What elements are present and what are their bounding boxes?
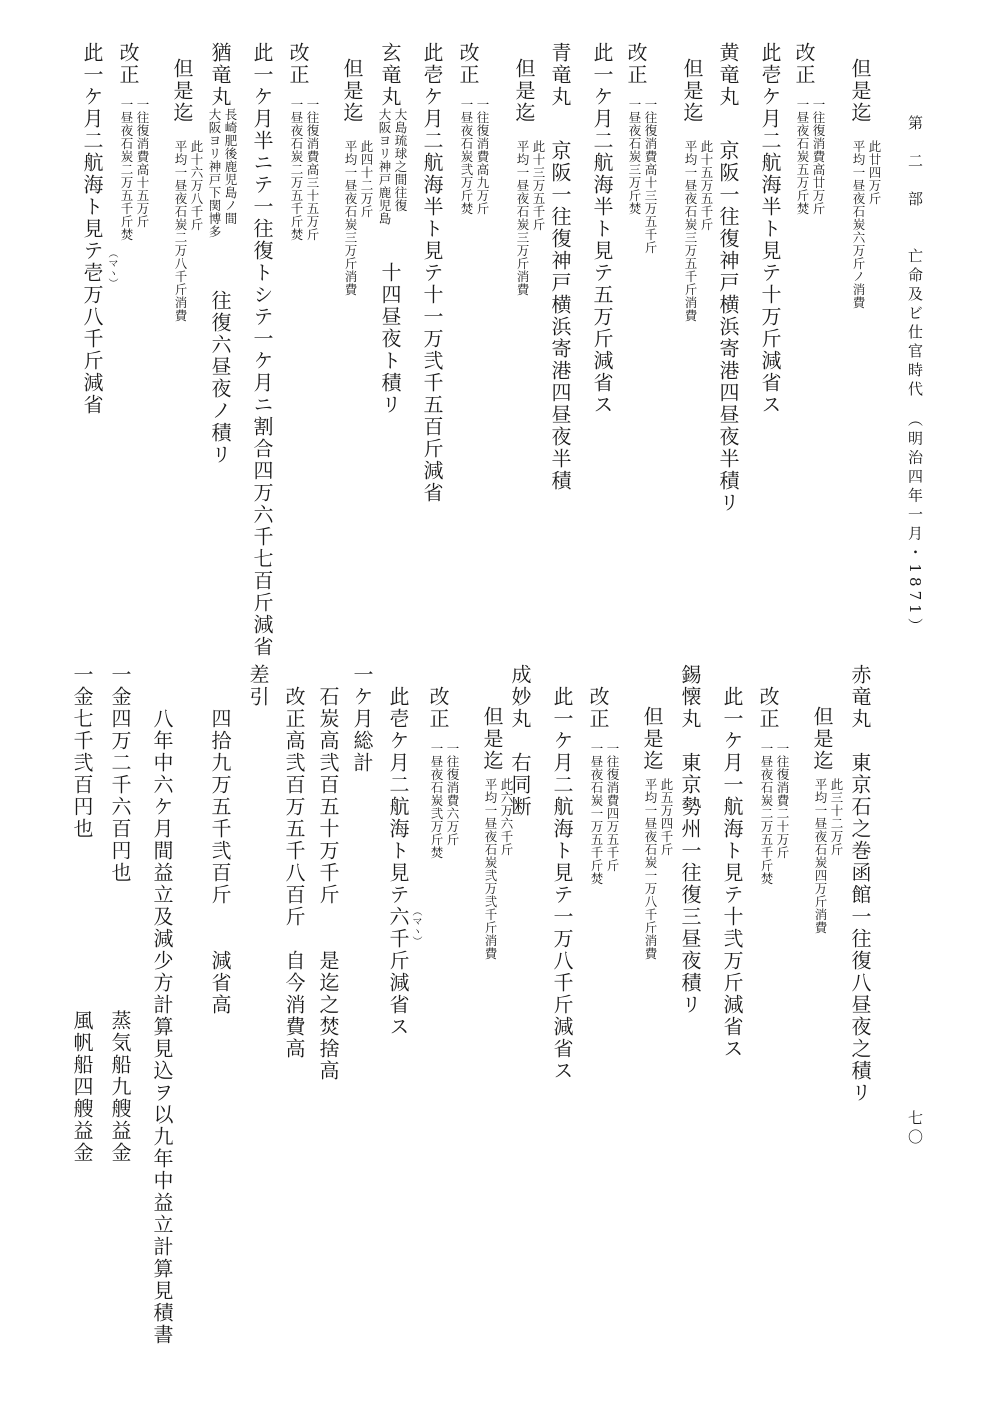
text-column: 但是迄 [170,58,194,124]
text-column: 此壱ケ月二航海半ト見テ十万斤減省ス [758,42,782,416]
text-note: 平均一昼夜石炭六万斤ノ消費 [851,140,866,309]
text-column: 錫懐丸 東京勢州一往復三昼夜積リ [678,664,702,1016]
text-note: 一昼夜石炭一万五千斤焚 [589,742,604,885]
text-note: 一昼夜石炭弐万斤焚 [429,742,444,859]
text-column: 此一ケ月一航海ト見テ十弐万斤減省ス [720,686,744,1060]
text-column: 此一ケ月半ニテ一往復トシテ一ケ月ニ割合四万六千七百斤減省 [250,42,274,658]
text-column: 京阪一往復神戸横浜寄港四昼夜半積リ [716,140,740,514]
text-column: 減省高 [208,950,232,1016]
text-note: 平均一昼夜石炭三万斤消費 [343,140,358,296]
text-note: 大阪ヨリ神戸鹿児島 [377,108,392,225]
text-column: 八年中六ケ月間益立及減少方計算見込ヲ以九年中益立計算見積書 [150,708,174,1346]
text-column: 一金四万二千六百円也 [108,664,132,884]
text-note: 此十三万五千斤 [531,140,546,231]
text-column: 自今消費高 [282,950,306,1060]
text-note: 平均一昼夜石炭四万斤消費 [813,778,828,934]
text-note: 此四十二万斤 [359,140,374,218]
text-note: 此十六万八千斤 [189,140,204,231]
text-note: 平均一昼夜石炭三万五千斤消費 [683,140,698,322]
text-note: 一往復消費高十三万五千斤 [643,98,658,254]
text-note: 一往復消費高廿万斤 [811,98,826,215]
text-note: 一昼夜石炭弐万斤焚 [459,98,474,215]
text-note: 一往復消費高九万斤 [475,98,490,215]
text-column: 此壱ケ月二航海ト見テ六千斤減省ス [386,686,410,1038]
text-note: 一往復消費六万斤 [445,742,460,846]
text-note: 一昼夜石炭五万斤焚 [795,98,810,215]
text-note: 平均一昼夜石炭二万八千斤消費 [173,140,188,322]
text-note: 平均一昼夜石炭三万斤消費 [515,140,530,296]
text-note: 一昼夜石炭二万五千斤焚 [289,98,304,241]
text-column: 京阪一往復神戸横浜寄港四昼夜半積 [548,140,572,492]
text-column: 但是迄 [340,58,364,124]
text-note: 大島琉球之間往復 [393,108,408,212]
text-column: 成妙丸 右同断 [508,664,532,818]
text-column: 改正 [792,42,816,86]
text-column: 但是迄 [512,58,536,124]
text-column: 改正 [456,42,480,86]
text-column: 此壱ケ月二航海半ト見テ十一万弐千五百斤減省 [420,42,444,504]
text-column: 此一ケ月二航海半ト見テ五万斤減省ス [590,42,614,416]
text-column: 赤竜丸 東京石之巻函館一往復八昼夜之積リ [848,664,872,1104]
text-column: 但是迄 [480,706,504,772]
text-note: 平均一昼夜石炭弐万弐千斤消費 [483,778,498,960]
text-column: 差引 [246,664,270,708]
ship-name: 青竜丸 [548,42,572,108]
text-column: 但是迄 [810,706,834,772]
text-column: 改正 [116,42,140,86]
text-note: 一往復消費四万五千斤 [605,742,620,872]
text-column: 改正 [756,686,780,730]
text-note: 一昼夜石炭二万五千斤焚 [119,98,134,241]
text-note: 此六万六千斤 [499,778,514,856]
text-note: 長崎肥後鹿児島ノ間 [223,108,238,225]
text-column: 是迄之焚捨高 [316,950,340,1082]
text-note: 一往復消費高三十五万斤 [305,98,320,241]
ship-name: 黄竜丸 [716,42,740,108]
ship-name: 玄竜丸 [378,42,402,108]
text-column: 石炭高弐百五十万千斤 [316,686,340,906]
text-note: 一往復消費二十万斤 [775,742,790,859]
text-column: 十四昼夜ト積リ [378,262,402,416]
text-column: 此一ケ月二航海ト見テ一万八千斤減省ス [550,686,574,1082]
text-column: 改正高弐百万五千八百斤 [282,686,306,928]
text-column: 往復六昼夜ノ積リ [208,290,232,466]
text-column: 蒸気船九艘益金 [108,1010,132,1164]
text-note: 一往復消費高十五万斤 [135,98,150,228]
text-column: 四拾九万五千弐百斤 [208,708,232,906]
text-note: 平均一昼夜石炭一万八千斤消費 [643,778,658,960]
page-number: 七〇 [906,1110,924,1148]
text-column: 改正 [586,686,610,730]
ruby-note: （マヽ） [106,248,117,288]
text-column: 一ケ月総計 [350,664,374,774]
page-header: 第 二 部 亡命及ビ仕官時代 （明治四年一月・1871） [906,115,924,637]
text-column: 但是迄 [640,706,664,772]
text-column: 改正 [624,42,648,86]
text-note: 大阪ヨリ神戸下関博多 [207,108,222,238]
text-column: 改正 [286,42,310,86]
text-column: 但是迄 [848,58,872,124]
text-column: 一金七千弐百円也 [70,664,94,840]
text-column: 風帆船四艘益金 [70,1010,94,1164]
text-column: 此一ケ月二航海ト見テ壱万八千斤減省 [80,42,104,416]
text-note: 此三十二万斤 [829,778,844,856]
text-note: 此廿四万斤 [867,140,882,205]
text-note: 一昼夜石炭二万五千斤焚 [759,742,774,885]
text-column: 改正 [426,686,450,730]
text-note: 此五万四千斤 [659,778,674,856]
text-note: 此十五万五千斤 [699,140,714,231]
ruby-note: （マヽ） [410,906,421,946]
text-note: 一昼夜石炭三万斤焚 [627,98,642,215]
text-column: 但是迄 [680,58,704,124]
ship-name: 猶竜丸 [208,42,232,108]
